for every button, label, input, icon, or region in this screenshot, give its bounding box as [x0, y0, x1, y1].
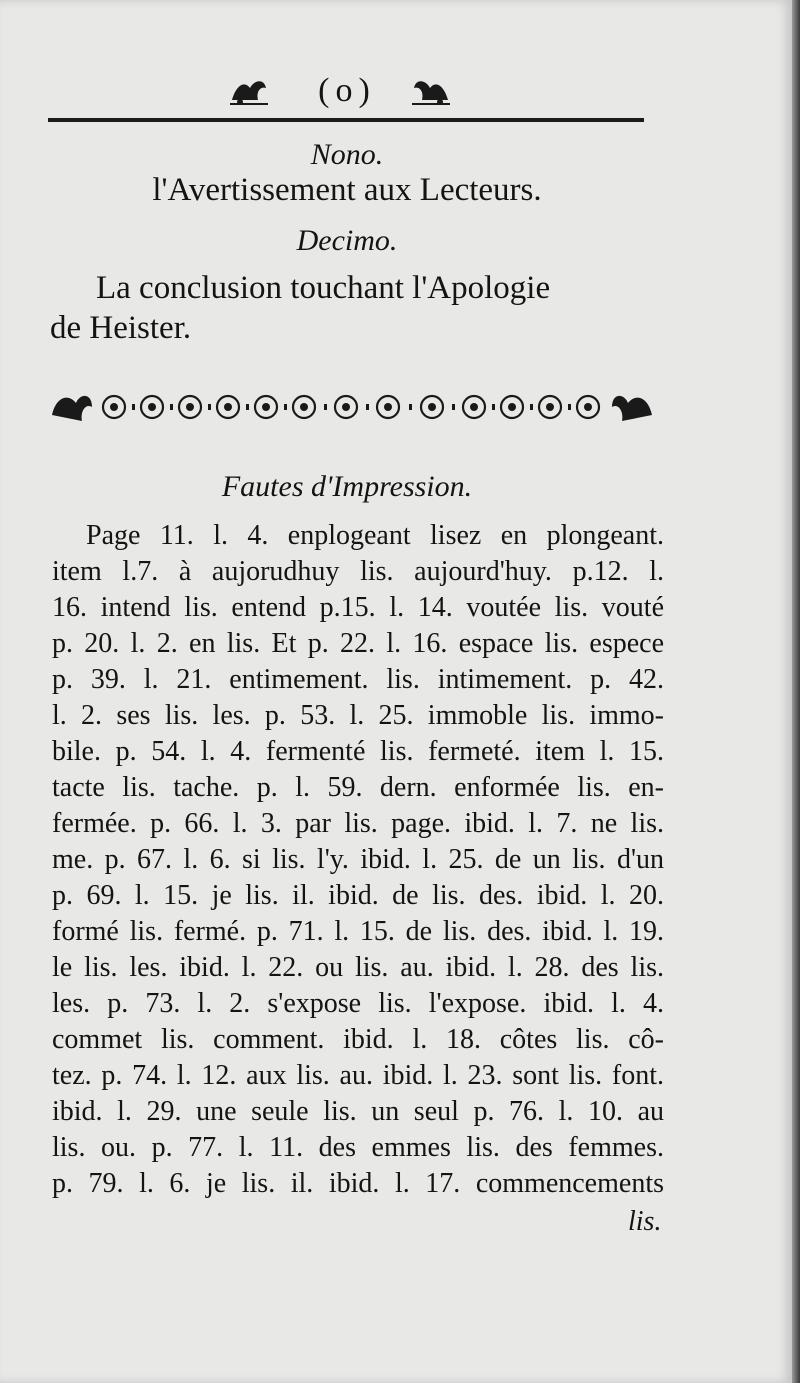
errata-line: ibid. l. 29. une seule lis. un seul p. 76. l. 10. au — [52, 1096, 664, 1127]
contents-item-conclusion: La conclusion touchant l'Apologie — [96, 270, 551, 306]
running-head — [48, 66, 646, 116]
errata-line: les. p. 73. l. 2. s'expose lis. l'expose. ibid. l. 4. — [52, 988, 664, 1019]
head-rule — [48, 118, 644, 122]
errata-line: Page 11. l. 4. enplogeant lisez en plongeant. — [86, 520, 664, 551]
page-edge — [792, 0, 800, 1383]
contents-item-conclusion-cont: de Heister. — [50, 310, 192, 346]
contents-item-avertissement: l'Avertissement aux Lecteurs. — [152, 172, 542, 208]
errata-line: 16. intend lis. entend p.15. l. 14. voutée lis. vouté — [52, 592, 664, 623]
errata-line: lis. ou. p. 77. l. 11. des emmes lis. des femmes. — [52, 1132, 664, 1163]
printer-ornament-band — [48, 385, 656, 429]
errata-line: tez. p. 74. l. 12. aux lis. au. ibid. l. 23. sont lis. font. — [52, 1060, 664, 1091]
errata-line: formé lis. fermé. p. 71. l. 15. de lis. des. ibid. l. 19. — [52, 916, 664, 947]
errata-line: p. 79. l. 6. je lis. il. ibid. l. 17. commencements — [52, 1168, 664, 1199]
contents-item-nono: Nono. — [310, 138, 384, 171]
errata-line: bile. p. 54. l. 4. fermenté lis. fermeté. item l. 15. — [52, 736, 664, 767]
errata-line: me. p. 67. l. 6. si lis. l'y. ibid. l. 25. de un lis. d'un — [52, 844, 664, 875]
errata-line: p. 20. l. 2. en lis. Et p. 22. l. 16. espace lis. espece — [52, 628, 664, 659]
errata-line: le lis. les. ibid. l. 22. ou lis. au. ibid. l. 28. des lis. — [52, 952, 664, 983]
errata-line: item l.7. à aujorudhuy lis. aujourd'huy. p.12. l. — [52, 556, 664, 587]
page-number: (o) — [318, 72, 376, 109]
errata-line: p. 69. l. 15. je lis. il. ibid. de lis. des. ibid. l. 20. — [52, 880, 664, 911]
catchword: lis. — [628, 1206, 662, 1237]
errata-line: fermée. p. 66. l. 3. par lis. page. ibid. l. 7. ne lis. — [52, 808, 664, 839]
fleuron-icon — [410, 74, 452, 108]
errata-line: tacte lis. tache. p. l. 59. dern. enformée lis. en- — [52, 772, 664, 803]
errata-line: commet lis. comment. ibid. l. 18. côtes lis. cô- — [52, 1024, 664, 1055]
errata-line: p. 39. l. 21. entimement. lis. intimement. p. 42. — [52, 664, 664, 695]
errata-line: l. 2. ses lis. les. p. 53. l. 25. immoble lis. immo- — [52, 700, 664, 731]
contents-item-decimo: Decimo. — [296, 224, 398, 257]
errata-title: Fautes d'Impression. — [221, 470, 473, 503]
